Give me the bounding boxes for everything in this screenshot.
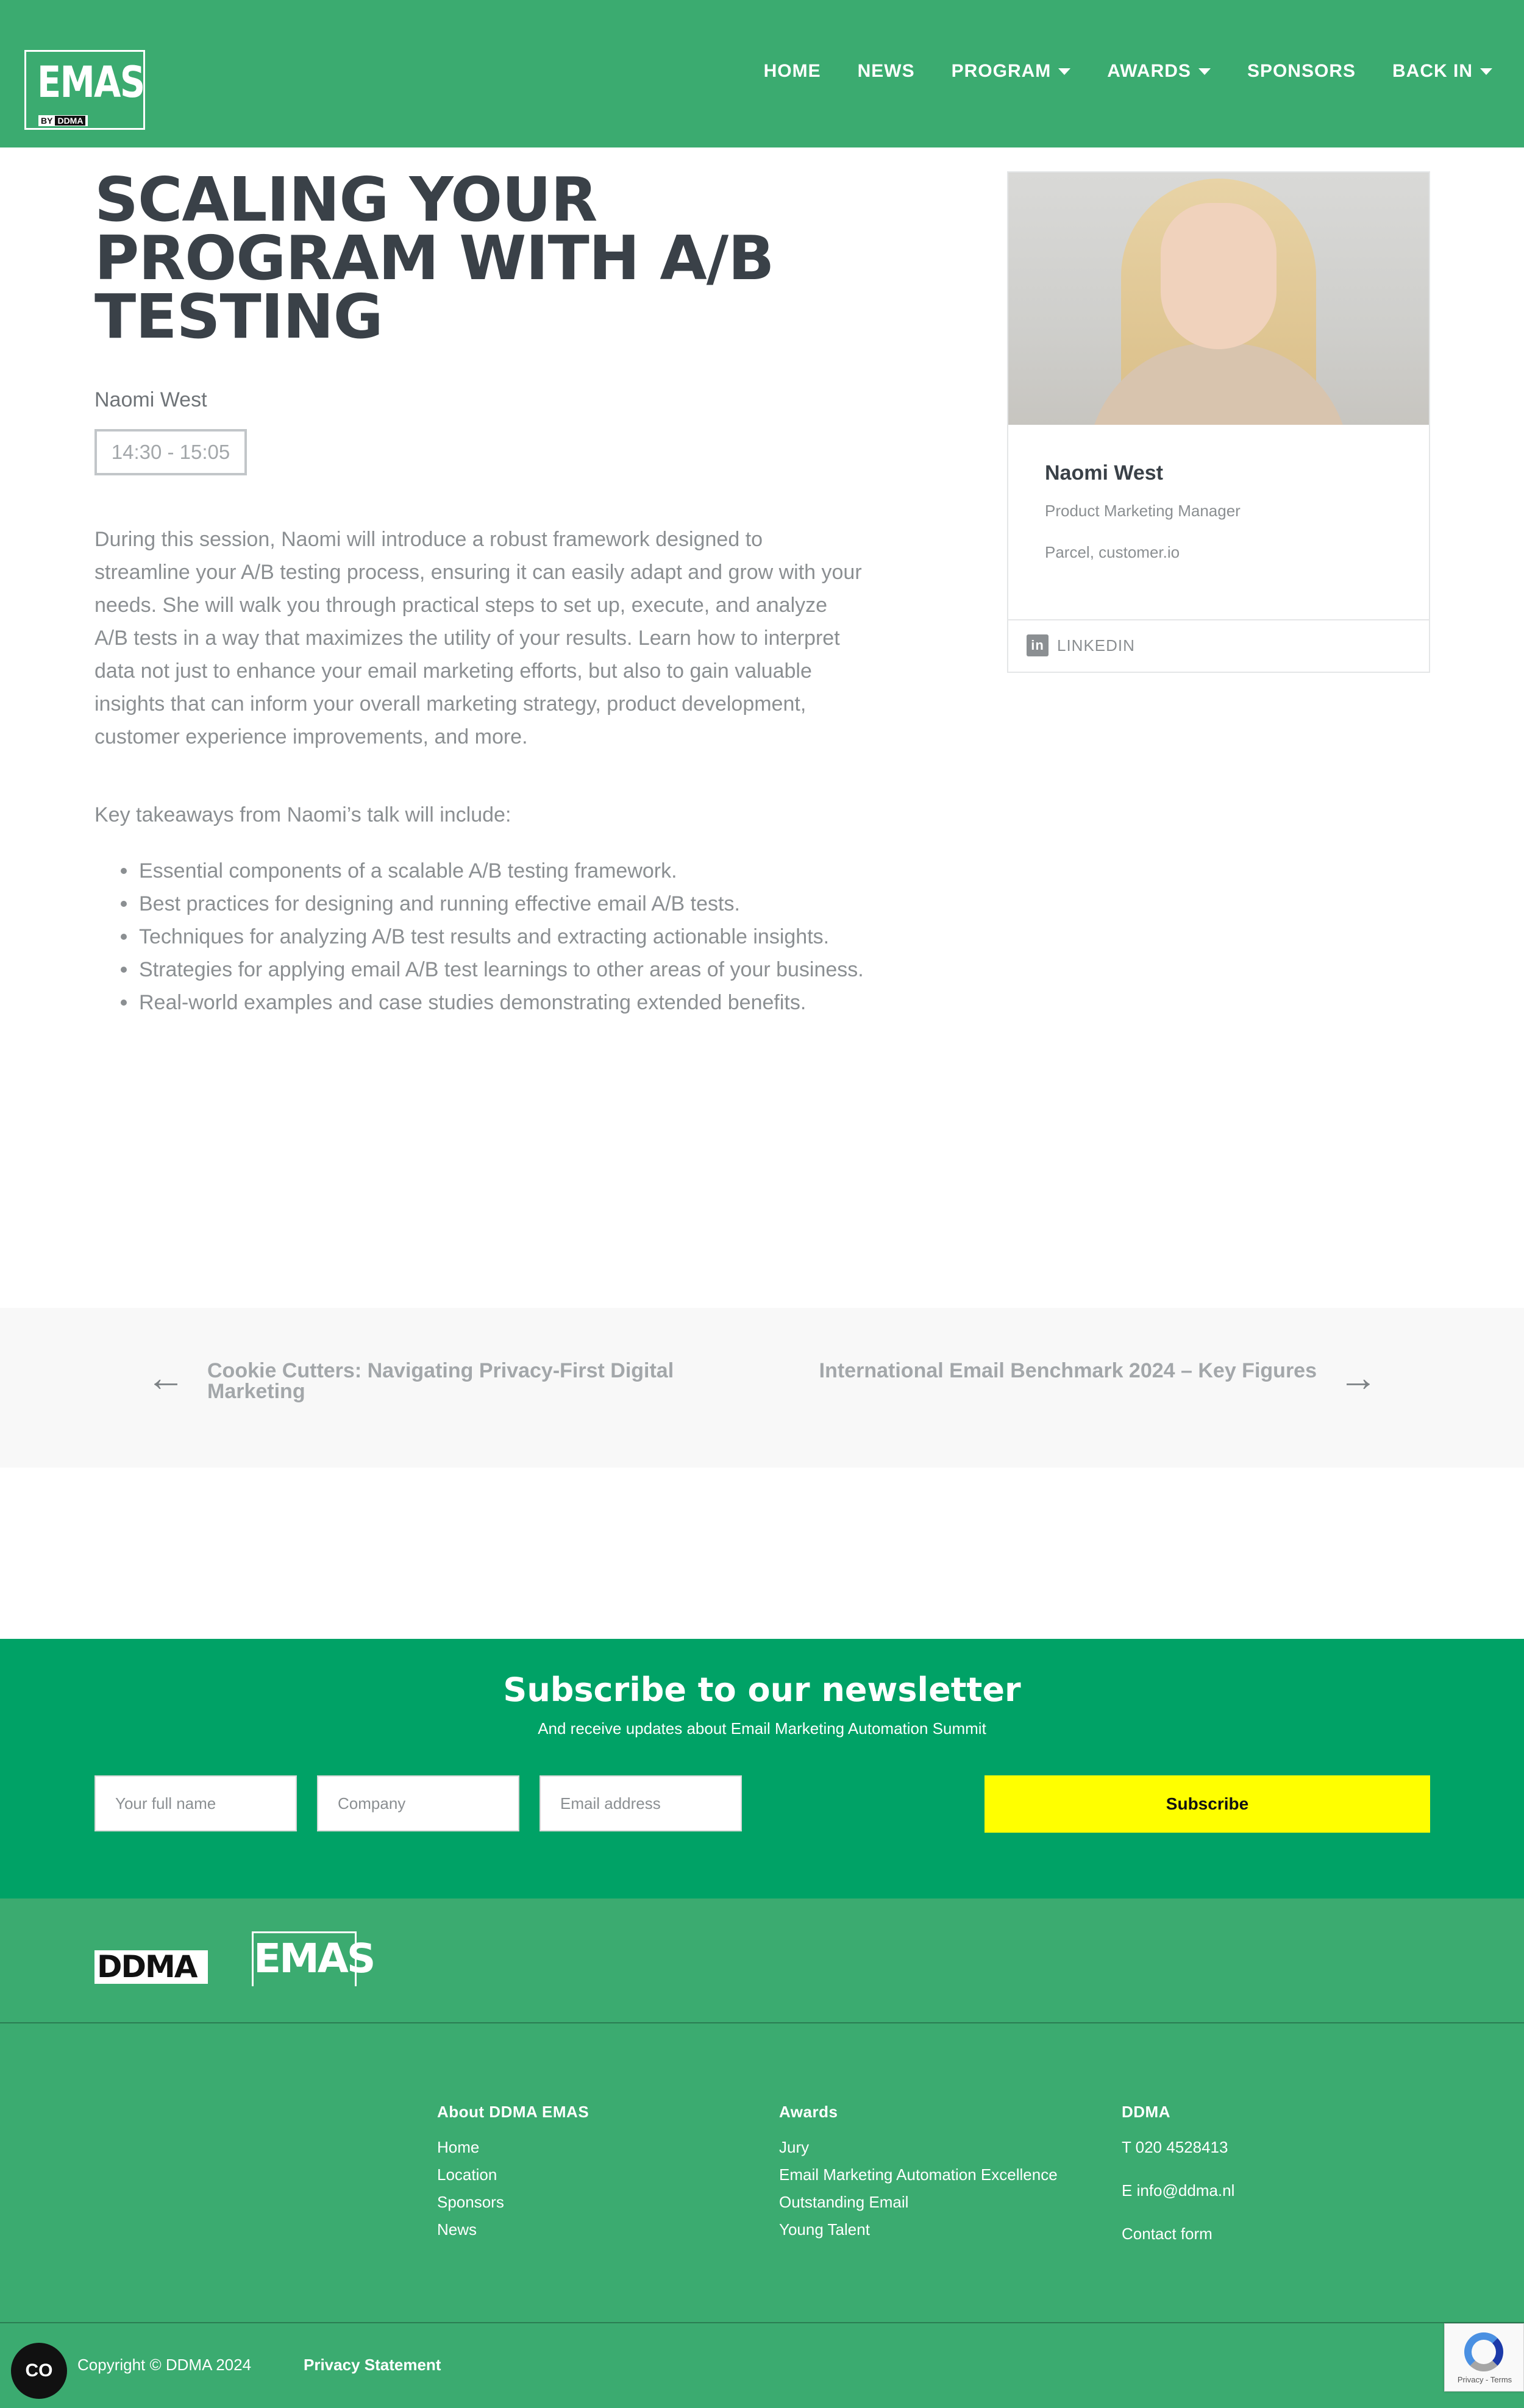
- divider: [1008, 619, 1429, 620]
- footer-link-news[interactable]: News: [437, 2220, 477, 2239]
- arrow-left-icon: ←: [146, 1355, 185, 1399]
- speaker-card-name: Naomi West: [1045, 461, 1163, 485]
- arrow-right-icon: →: [1339, 1355, 1378, 1399]
- recaptcha-icon: [1464, 2332, 1503, 2371]
- footer-link-location[interactable]: Location: [437, 2165, 497, 2184]
- nav-program[interactable]: PROGRAM: [952, 61, 1071, 82]
- emas-footer-logo[interactable]: EMAS: [252, 1931, 357, 1986]
- caret-down-icon: [1058, 68, 1070, 75]
- footer-col-ddma: [1122, 2103, 1234, 2248]
- logo-by-ddma: BY DDMA: [38, 115, 88, 126]
- caret-down-icon: [1198, 68, 1211, 75]
- nav-back-in[interactable]: BACK IN: [1392, 61, 1492, 82]
- list-item: Strategies for applying email A/B test learnings to other areas of your business.: [139, 953, 871, 986]
- footer-heading: DDMA: [1122, 2103, 1170, 2121]
- list-item: Essential components of a scalable A/B testing framework.: [139, 854, 871, 887]
- list-item: Real-world examples and case studies demonstrating extended benefits.: [139, 986, 871, 1019]
- next-session-title: International Email Benchmark 2024 – Key Figures: [819, 1359, 1317, 1382]
- divider: [0, 2022, 1524, 2023]
- footer-phone[interactable]: T 020 4528413: [1122, 2138, 1228, 2156]
- logo-text: EMAS: [37, 57, 144, 107]
- nav-awards[interactable]: AWARDS: [1107, 61, 1211, 82]
- footer-link-young-talent[interactable]: Young Talent: [779, 2220, 870, 2239]
- newsletter-subtitle: And receive updates about Email Marketing Automation Summit: [538, 1719, 986, 1738]
- linkedin-link[interactable]: [1027, 634, 1135, 656]
- footer-col-about: [437, 2103, 589, 2243]
- nav-home[interactable]: HOME: [763, 61, 821, 81]
- divider: [0, 2322, 1524, 2323]
- session-description: During this session, Naomi will introduce a robust framework designed to streamline your A/B testing process, ensuring it can easily adapt and grow with your needs. She will walk you through practical steps to set up, execute, and analyze A/B tests in a way that maximizes the utility of your results. Learn how to interpret data not just to enhance your email marketing efforts, but also to gain valuable insights that can inform your overall marketing strategy, product development, customer experience improvements, and more.: [94, 528, 862, 748]
- speaker-card: [1007, 171, 1430, 673]
- footer-email[interactable]: E info@ddma.nl: [1122, 2181, 1235, 2200]
- session-time-badge: 14:30 - 15:05: [94, 429, 247, 475]
- footer-link-excellence[interactable]: Email Marketing Automation Excellence: [779, 2165, 1058, 2184]
- speaker-card-company: Parcel, customer.io: [1045, 543, 1180, 561]
- linkedin-icon: in: [1027, 634, 1049, 656]
- footer-heading: Awards: [779, 2103, 838, 2121]
- full-name-input[interactable]: [94, 1775, 297, 1831]
- session-title: SCALING YOUR PROGRAM WITH A/B TESTING: [94, 164, 774, 352]
- privacy-statement-link[interactable]: Privacy Statement: [304, 2356, 441, 2374]
- emas-logo[interactable]: [24, 50, 145, 130]
- nav-sponsors[interactable]: SPONSORS: [1247, 61, 1356, 81]
- footer-link-sponsors[interactable]: Sponsors: [437, 2193, 504, 2211]
- ddma-logo[interactable]: DDMA: [94, 1950, 208, 1984]
- takeaway-list: [139, 854, 871, 1019]
- site-header: [0, 0, 1524, 147]
- nav-news[interactable]: NEWS: [857, 61, 915, 81]
- takeaway-intro: Key takeaways from Naomi’s talk will include:: [94, 803, 511, 826]
- newsletter-title: Subscribe to our newsletter: [503, 1671, 1021, 1709]
- footer-link-home[interactable]: Home: [437, 2138, 480, 2156]
- caret-down-icon: [1480, 68, 1492, 75]
- subscribe-button[interactable]: Subscribe: [985, 1775, 1430, 1833]
- copyright: Copyright © DDMA 2024: [77, 2356, 252, 2374]
- cookie-settings-icon[interactable]: CO: [11, 2343, 67, 2399]
- newsletter-section: [0, 1639, 1524, 1898]
- site-footer: [0, 1898, 1524, 2408]
- footer-contact-form[interactable]: Contact form: [1122, 2225, 1212, 2243]
- company-input[interactable]: [317, 1775, 519, 1831]
- speaker-card-role: Product Marketing Manager: [1045, 502, 1241, 520]
- speaker-photo: [1008, 172, 1429, 425]
- footer-link-jury[interactable]: Jury: [779, 2138, 810, 2156]
- footer-link-outstanding-email[interactable]: Outstanding Email: [779, 2193, 909, 2211]
- recaptcha-badge[interactable]: [1444, 2323, 1524, 2392]
- footer-heading: About DDMA EMAS: [437, 2103, 589, 2121]
- session-speaker: Naomi West: [94, 388, 207, 411]
- list-item: Best practices for designing and running effective email A/B tests.: [139, 887, 871, 920]
- footer-col-awards: [779, 2103, 1058, 2243]
- previous-session-link[interactable]: [146, 1355, 732, 1403]
- list-item: Techniques for analyzing A/B test results and extracting actionable insights.: [139, 920, 871, 953]
- recaptcha-terms: Privacy - Terms: [1457, 2375, 1512, 2384]
- next-session-link[interactable]: [819, 1355, 1378, 1399]
- linkedin-label: LINKEDIN: [1057, 636, 1135, 655]
- email-input[interactable]: [539, 1775, 742, 1831]
- post-navigation: [0, 1308, 1524, 1468]
- previous-session-title: Cookie Cutters: Navigating Privacy-First Digital Marketing: [207, 1359, 674, 1403]
- main-nav: [727, 61, 1492, 82]
